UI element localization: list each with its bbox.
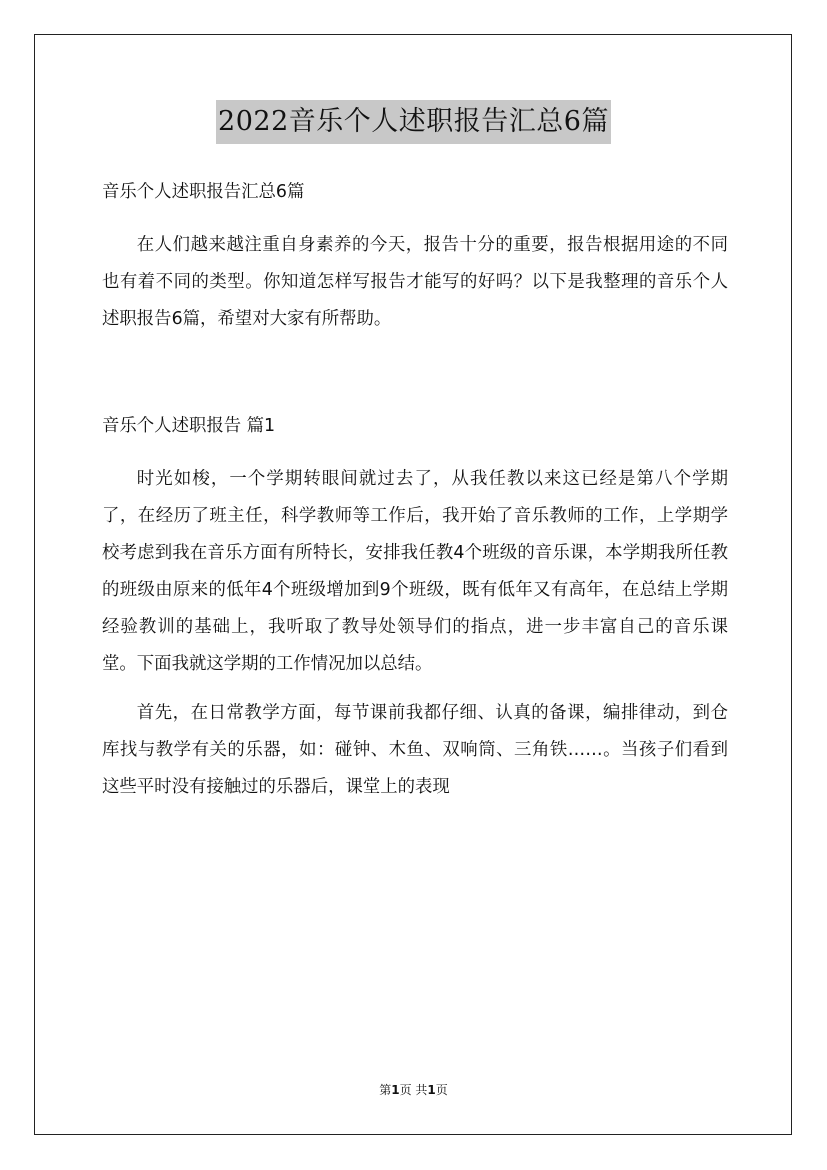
intro-paragraph: 在人们越来越注重自身素养的今天，报告十分的重要，报告根据用途的不同也有着不同的类型。你知道怎样写报告才能写的好吗？以下是我整理的音乐个人述职报告6篇，希望对大家有所帮助。 — [102, 235, 728, 329]
total-page-number: 1 — [427, 1083, 436, 1097]
footer-mid: 页 共 — [399, 1083, 428, 1097]
body-paragraph: 首先，在日常教学方面，每节课前我都仔细、认真的备课，编排律动，到仓库找与教学有关的乐器，如：碰钟、木鱼、双响筒、三角铁……。当孩子们看到这些平时没有接触过的乐器后，课堂上的表现 — [102, 703, 728, 797]
page-footer — [0, 1081, 827, 1098]
body-paragraph: 时光如梭，一个学期转眼间就过去了，从我任教以来这已经是第八个学期了，在经历了班主任，科学教师等工作后，我开始了音乐教师的工作，上学期学校考虑到我在音乐方面有所特长，安排我任教4个班级的音乐课，本学期我所任教的班级由原来的低年4个班级增加到9个班级，既有低年又有高年，在总结上学期经验教训的基础上，我听取了教导处领导们的指点，进一步丰富自己的音乐课堂。下面我就这学期的工作情况加以总结。 — [102, 469, 728, 674]
footer-suffix: 页 — [435, 1083, 448, 1097]
title-container — [0, 100, 827, 144]
subtitle: 音乐个人述职报告汇总6篇 — [102, 182, 305, 202]
section-heading: 音乐个人述职报告 篇1 — [102, 416, 276, 436]
footer-prefix: 第 — [379, 1083, 392, 1097]
document-body — [102, 174, 728, 806]
document-title: 2022音乐个人述职报告汇总6篇 — [216, 100, 611, 144]
current-page-number: 1 — [391, 1083, 400, 1097]
